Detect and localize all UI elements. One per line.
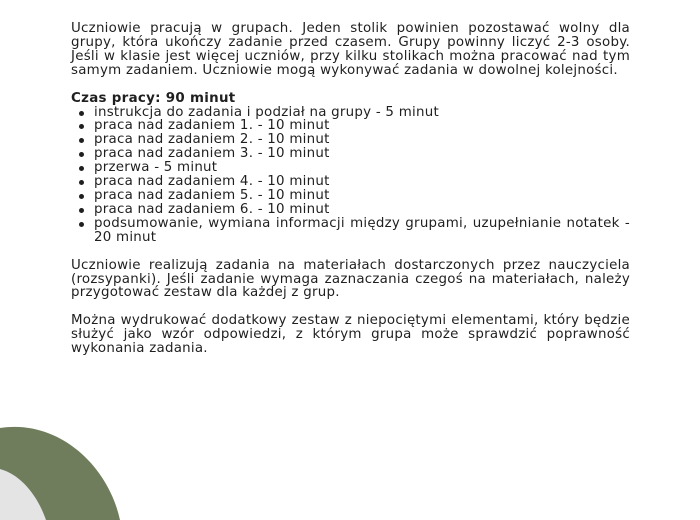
- materials-paragraph: Uczniowie realizują zadania na materiałach dostarczonych przez nauczyciela (rozsypanki). Jeśli zadanie wymaga zaznaczania czegoś na materiałach, należy przygotować zestaw dla każdej z grup.: [71, 257, 630, 301]
- work-time-heading: Czas pracy: 90 minut: [71, 90, 236, 106]
- spacer: [71, 245, 630, 259]
- intro-paragraph: Uczniowie pracują w grupach. Jeden stolik powinien pozostawać wolny dla grupy, która ukończy zadanie przed czasem. Grupy powinny liczyć 2-3 osoby. Jeśli w klasie jest więcej uczniów, przy kilku stolikach można pracować nad tym samym zadaniem. Uczniowie mogą wykonywać zadania w dowolnej kolejności.: [71, 21, 630, 78]
- answer-key-paragraph: Można wydrukować dodatkowy zestaw z niepociętymi elementami, który będzie służyć jako wzór odpowiedzi, z którym grupa może sprawdzić poprawność wykonania zadania.: [71, 313, 630, 357]
- list-item: praca nad zadaniem 4. - 10 minut: [94, 175, 630, 189]
- list-item: praca nad zadaniem 6. - 10 minut: [94, 203, 630, 217]
- list-item: praca nad zadaniem 5. - 10 minut: [94, 189, 630, 203]
- list-item: przerwa - 5 minut: [94, 161, 630, 175]
- corner-decoration: [0, 425, 140, 520]
- list-item: podsumowanie, wymiana informacji między grupami, uzupełnianie notatek - 20 minut: [94, 215, 630, 245]
- list-item: instrukcja do zadania i podział na grupy - 5 minut: [94, 106, 630, 120]
- list-item: praca nad zadaniem 3. - 10 minut: [94, 147, 630, 161]
- spacer: [71, 78, 630, 92]
- work-time-list: [71, 106, 630, 245]
- document-body: [71, 22, 630, 356]
- list-item: praca nad zadaniem 1. - 10 minut: [94, 119, 630, 133]
- list-item: praca nad zadaniem 2. - 10 minut: [94, 133, 630, 147]
